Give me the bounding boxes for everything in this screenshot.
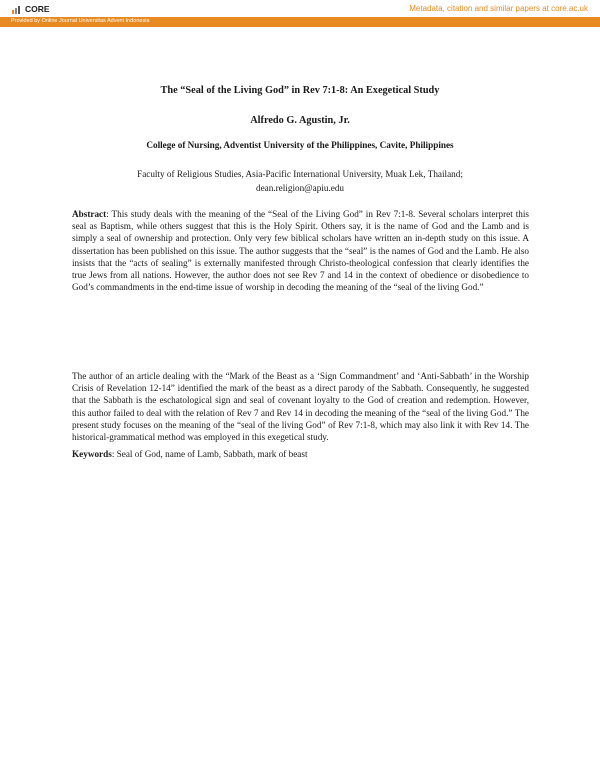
core-logo-icon	[11, 3, 23, 15]
abstract-label: Abstract	[72, 209, 107, 219]
core-logo-text: CORE	[25, 4, 50, 14]
keywords-label: Keywords	[72, 449, 112, 459]
abstract	[72, 208, 529, 293]
core-header-bar	[0, 0, 600, 17]
author-affiliation-college: College of Nursing, Adventist University of the Philippines, Cavite, Philippines	[146, 140, 454, 150]
core-metadata-link[interactable]: Metadata, citation and similar papers at core.ac.uk	[409, 4, 588, 13]
provided-by-text[interactable]: Provided by Online Journal Universitas Advent Indonesia	[11, 18, 150, 24]
provided-by-bar	[0, 17, 600, 27]
keywords	[72, 448, 529, 460]
paper-author: Alfredo G. Agustin, Jr.	[250, 115, 350, 126]
keywords-text: : Seal of God, name of Lamb, Sabbath, mark of beast	[111, 449, 308, 459]
body-paragraph: The author of an article dealing with the “Mark of the Beast as a ‘Sign Commandment’ and ‘Anti-Sabbath’ in the Worship Crisis of Revelation 12-14” identified the mark of the beast as a direct parody of the Sabbath. Consequently, he suggested that the Sabbath is the eschatological sign and seal of covenant loyalty to the God of creation and redemption. However, this author failed to deal with the relation of Rev 7 and Rev 14 in decoding the meaning of the “seal of the living God.” The present study focuses on the meaning of the “seal of the living God” of Rev 7:1-8, which may also link it with Rev 14. The historical-grammatical method was employed in this exegetical study.	[72, 371, 529, 443]
faculty-line: Faculty of Religious Studies, Asia-Pacific International University, Muak Lek, Thailand;	[137, 169, 463, 179]
paper-title: The “Seal of the Living God” in Rev 7:1-8: An Exegetical Study	[160, 85, 440, 96]
abstract-text: : This study deals with the meaning of the “Seal of the Living God” in Rev 7:1-8. Several scholars interpret this seal as Baptism, while others suggest that this is the Holy Spirit. Others say, it is the name of God and the Lamb and is simply a seal of ownership and protection. Only very few biblical scholars have written an in-depth study on this issue. A dissertation has been published on this issue. The author suggests that the “seal” is the names of God and the Lamb. He also insists that the “acts of sealing” is externally manifested through Christo-theological confession that clearly identifies the true Jews from all nations. However, the author does not see Rev 7 and 14 in the context of obedience or disobedience to God’s commandments in the end-time issue of worship in decoding the meaning of the “seal of the living God.”	[72, 209, 529, 293]
core-logo[interactable]	[11, 2, 50, 16]
author-email: dean.religion@apiu.edu	[255, 183, 345, 193]
author-affiliation-faculty	[0, 167, 600, 195]
